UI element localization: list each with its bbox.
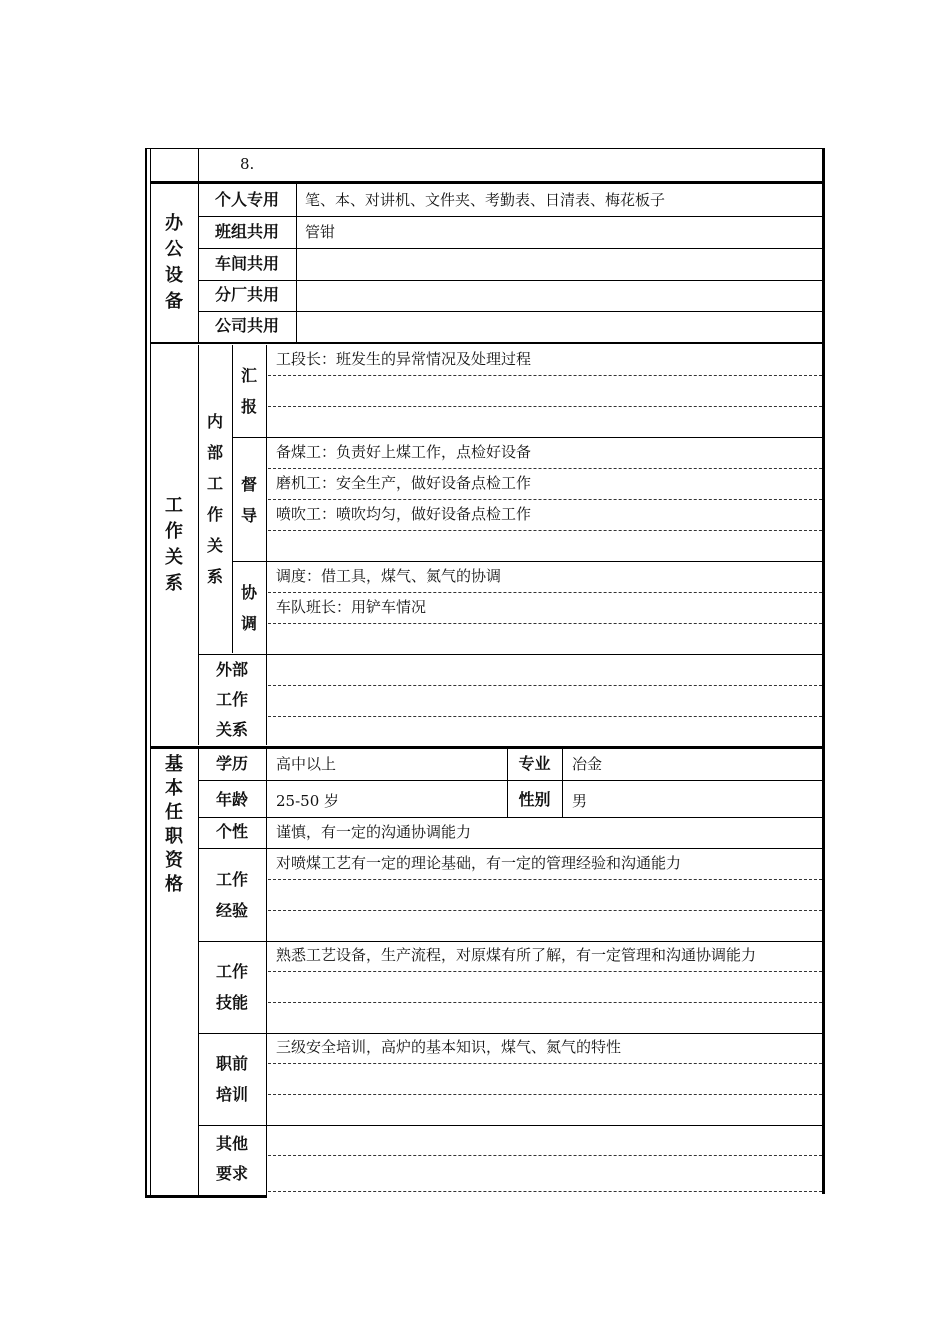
supervise-line-1: 备煤工：负责好上煤工作，点检好设备 [276,443,532,461]
education-value: 高中以上 [276,755,337,773]
relations-col-divider-3 [266,345,267,745]
skills-value: 熟悉工艺设备，生产流程，对原煤有所了解，有一定管理和沟通协调能力 [276,946,757,964]
training-dash-1 [268,1063,822,1064]
qual-row-line-6 [198,1125,824,1126]
experience-label: 工作 经验 [215,870,248,920]
row8-divider [198,148,199,183]
qual-row-line-1 [198,780,824,781]
experience-dash-2 [268,910,822,911]
skills-label: 工作 技能 [215,962,248,1012]
external-relations-label: 外部 工作 关系 [215,660,248,739]
supervise-line-2: 磨机工：安全生产，做好设备点检工作 [276,474,532,492]
gender-value: 男 [572,792,588,810]
supervise-line-3: 喷吹工：喷吹均匀，做好设备点检工作 [276,505,532,523]
training-value: 三级安全培训，高炉的基本知识，煤气、氮气的特性 [276,1038,622,1056]
major-value: 冶金 [572,755,603,773]
age-label: 年龄 [215,790,248,809]
office-row-value-personal: 笔、本、对讲机、文件夹、考勤表、日清表、梅花板子 [305,191,666,209]
office-col-divider-2 [296,184,297,342]
office-row-value-team: 管钳 [305,223,336,241]
coordinate-line-1: 调度：借工具，煤气、氮气的协调 [276,567,502,585]
office-row-label-team: 班组共用 [214,222,279,241]
training-label: 职前 培训 [215,1054,248,1104]
internal-bottom-line [198,654,824,655]
report-dash-1 [268,375,822,376]
office-row-label-branch: 分厂共用 [214,285,279,304]
section-divider-1 [150,181,824,184]
supervise-label: 督 导 [240,475,257,525]
table-border-right [822,148,825,1194]
office-row-label-personal: 个人专用 [214,190,279,209]
work-relations-title: 工 作 关 系 [165,495,183,594]
major-label: 专业 [518,754,551,773]
external-dash-2 [268,716,822,717]
report-line-1: 工段长：班发生的异常情况及处理过程 [276,350,532,368]
coordinate-line-2: 车队班长：用铲车情况 [276,598,427,616]
office-equipment-title: 办 公 设 备 [165,213,183,312]
personality-label: 个性 [215,822,248,841]
age-value: 25-50 岁 [276,792,340,810]
report-dash-2 [268,406,822,407]
table-border-left [145,148,147,1198]
external-dash-1 [268,685,822,686]
office-row-label-company: 公司共用 [214,316,279,335]
other-dash-1 [268,1155,822,1156]
personality-value: 谨慎，有一定的沟通协调能力 [276,823,472,841]
row8-text: 8. [240,155,255,173]
gender-label: 性别 [518,790,551,809]
other-dash-2 [268,1191,822,1192]
other-requirements-label: 其他 要求 [215,1134,248,1183]
qual-col-divider-4 [562,749,563,817]
report-label: 汇 报 [240,366,257,416]
skills-dash-1 [268,971,822,972]
education-label: 学历 [215,754,248,773]
qualifications-title: 基 本 任 职 资 格 [165,754,183,895]
office-row-label-workshop: 车间共用 [214,254,279,273]
table-border-top [145,148,825,149]
experience-value: 对喷煤工艺有一定的理论基础，有一定的管理经验和沟通能力 [276,854,682,872]
internal-relations-label: 内 部 工 作 关 系 [206,412,223,586]
section-divider-2 [150,342,824,344]
skills-dash-2 [268,1002,822,1003]
table-border-bottom [145,1195,267,1198]
training-dash-2 [268,1094,822,1095]
qual-col-divider-2 [266,749,267,1195]
experience-dash-1 [268,879,822,880]
coordinate-dash-2 [268,623,822,624]
coordinate-label: 协 调 [240,583,257,633]
supervise-dash-3 [268,530,822,531]
